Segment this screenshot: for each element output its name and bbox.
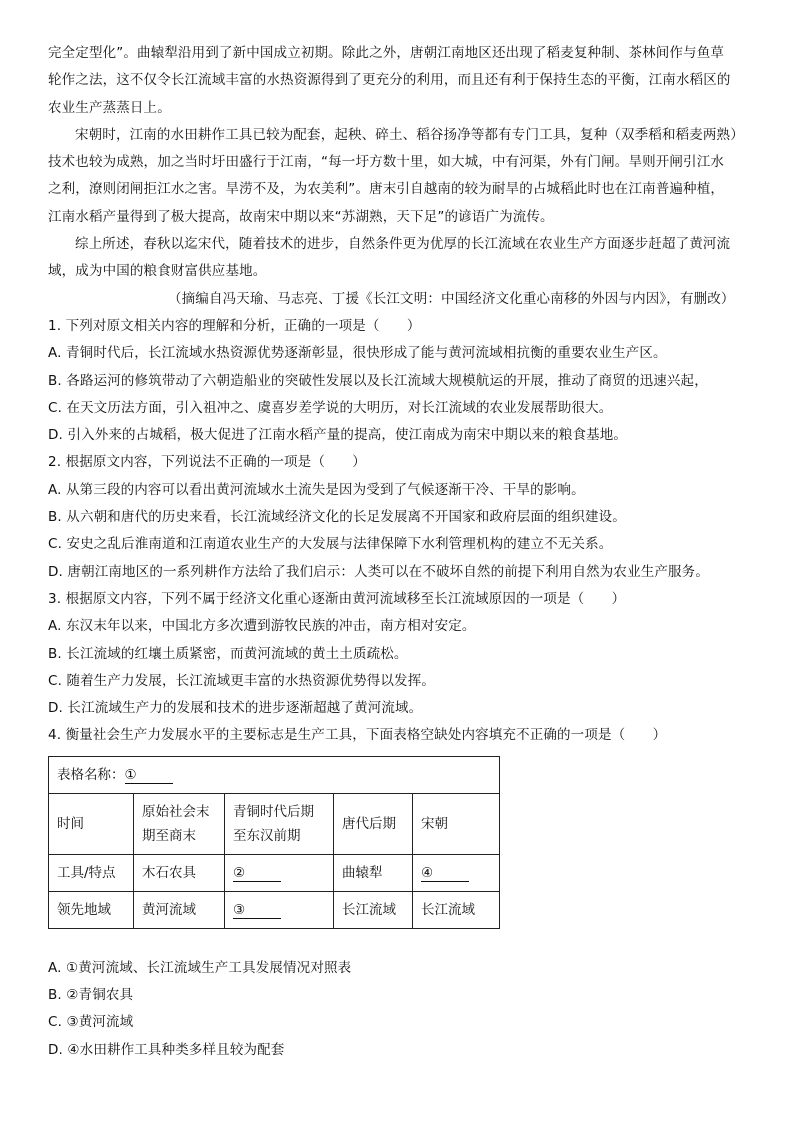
question-1-stem: 1. 下列对原文相关内容的理解和分析，正确的一项是（ ） [48,317,421,334]
cell-tools-late-tang: 曲辕犁 [334,854,413,891]
cell-tools-bronze [225,854,334,891]
question-1-option-a: A. 青铜时代后，长江流域水热资源优势逐渐彰显，很快形成了能与黄河流域相抗衡的重要农业生产区。 [48,345,667,362]
header-cell-time: 时间 [49,793,134,854]
table-row-region [49,891,500,928]
question-4-option-a: A. ①黄河流域、长江流域生产工具发展情况对照表 [48,959,352,976]
question-4-option-d: D. ④水田耕作工具种类多样且较为配套 [48,1041,285,1058]
question-2-option-a: A. 从第三段的内容可以看出黄河流域水土流失是因为受到了气候逐渐干冷、干旱的影响。 [48,481,585,498]
cell-tools-song [413,854,500,891]
question-1-option-c: C. 在天文历法方面，引入祖冲之、虞喜岁差学说的大明历，对长江流域的农业发展帮助很大。 [48,399,613,416]
row-label-tools: 工具/特点 [49,854,134,891]
question-4-options [48,955,748,1064]
passage-line: 技术也较为成熟，加之当时圩田盛行于江南，“每一圩方数十里，如大城，中有河渠，外有门闸。旱则开闸引江水 [48,154,724,171]
cell-region-late-tang: 长江流域 [334,891,413,928]
question-2-option-b: B. 从六朝和唐代的历史来看，长江流域经济文化的长足发展离不开国家和政府层面的组织建设。 [48,509,626,526]
question-1-option-d: D. 引入外来的占城稻，极大促进了江南水稻产量的提高，使江南成为南宋中期以来的粮食基地。 [48,427,628,444]
passage-line: 域，成为中国的粮食财富供应基地。 [48,263,267,280]
cell-region-primitive: 黄河流域 [134,891,225,928]
header-cell-primitive: 原始社会末 期至商末 [134,793,225,854]
passage-line: 宋朝时，江南的水田耕作工具已较为配套，起秧、碎土、稻谷扬净等都有专门工具，复种（双季稻和稻麦两熟） [75,126,744,143]
table-row-tools [49,854,500,891]
question-1-option-b: B. 各路运河的修筑带动了六朝造船业的突破性发展以及长江流域大规模航运的开展，推动了商贸的迅速兴起， [48,372,708,389]
blank-3: ③ [233,902,281,919]
question-4-stem: 4. 衡量社会生产力发展水平的主要标志是生产工具，下面表格空缺处内容填充不正确的一项是（ ） [48,727,667,744]
cell-region-bronze [225,891,334,928]
question-2-option-c: C. 安史之乱后淮南道和江南道农业生产的大发展与法律保障下水利管理机构的建立不无关系。 [48,536,613,553]
cell-region-song: 长江流域 [413,891,500,928]
passage-line: 完全定型化”。曲辕犁沿用到了新中国成立初期。除此之外，唐朝江南地区还出现了稻麦复种制、茶林间作与鱼草 [48,45,724,61]
question-3-option-b: B. 长江流域的红壤土质紧密，而黄河流域的黄土土质疏松。 [48,645,408,662]
question-3-option-c: C. 随着生产力发展，长江流域更丰富的水热资源优势得以发挥。 [48,672,436,689]
question-3-option-d: D. 长江流域生产力的发展和技术的进步逐渐超越了黄河流域。 [48,700,423,717]
passage-line: 农业生产蒸蒸日上。 [48,99,171,116]
passage-line: 轮作之法，这不仅令长江流域丰富的水热资源得到了更充分的利用，而且还有利于保持生态的平衡，江南水稻区的 [48,72,731,89]
passage-line: 综上所述，春秋以迄宋代，随着技术的进步，自然条件更为优厚的长江流域在农业生产方面逐步赶超了黄河流 [75,236,731,253]
question-3-option-a: A. 东汉末年以来，中国北方多次遭到游牧民族的冲击，南方相对安定。 [48,618,476,635]
question-2-option-d: D. 唐朝江南地区的一系列耕作方法给了我们启示：人类可以在不破坏自然的前提下利用自然为农业生产服务。 [48,563,709,580]
header-cell-late-tang: 唐代后期 [334,793,413,854]
blank-2: ② [233,865,281,882]
passage [48,40,748,313]
questions [48,313,748,750]
cell-tools-primitive: 木石农具 [134,854,225,891]
header-cell-song: 宋朝 [413,793,500,854]
question-3-stem: 3. 根据原文内容，下列不属于经济文化重心逐渐由黄河流域移至长江流域原因的一项是（ ） [48,590,626,607]
source-citation: （摘编自冯天瑜、马志亮、丁援《长江文明：中国经济文化重心南移的外因与内因》，有删改） [168,290,735,307]
row-label-region: 领先地域 [49,891,134,928]
passage-line: 之利，潦则闭闸拒江水之害。旱涝不及，为农美利”。唐末引自越南的较为耐旱的占城稻此时也在江南普遍种植， [48,181,724,198]
blank-4: ④ [421,865,469,882]
header-cell-bronze: 青铜时代后期 至东汉前期 [225,793,334,854]
passage-line: 江南水稻产量得到了极大提高，故南宋中期以来“苏湖熟，天下足”的谚语广为流传。 [48,208,554,225]
question-2-stem: 2. 根据原文内容，下列说法不正确的一项是（ ） [48,454,366,471]
document-page [48,40,748,1064]
table-title-row [49,756,500,793]
table-header-row [49,793,500,854]
tool-table [48,756,500,929]
table-name-blank: ① [125,767,173,784]
question-4-option-c: C. ③黄河流域 [48,1014,134,1031]
question-4-option-b: B. ②青铜农具 [48,987,134,1004]
table-name-label: 表格名称： [57,766,125,783]
table-title-cell [49,756,500,793]
